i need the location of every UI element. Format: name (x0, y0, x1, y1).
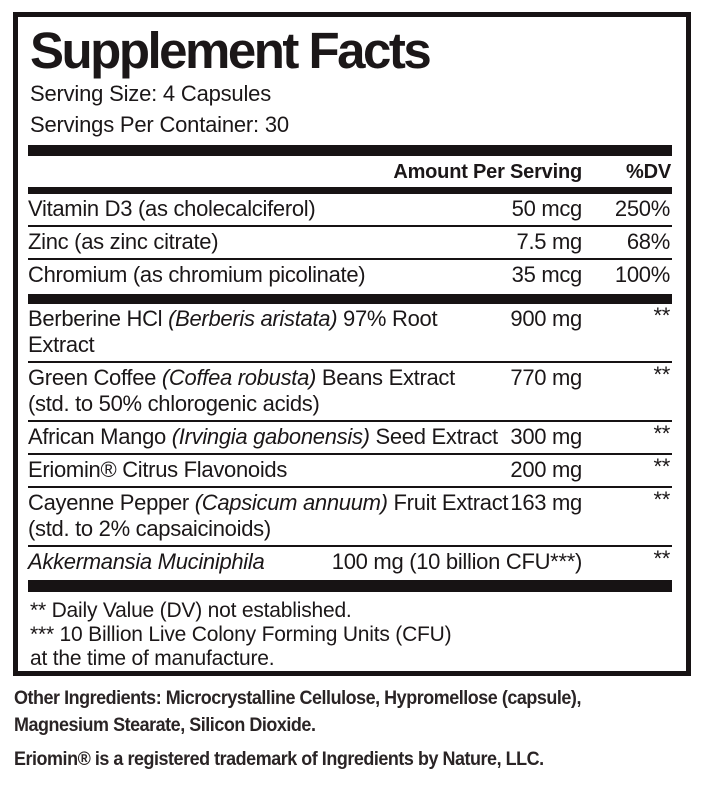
footnote-cfu-definition: *** 10 Billion Live Colony Forming Units (CFU) (30, 623, 452, 646)
supplement-facts-panel (13, 12, 691, 676)
amount-value: 35 mcg (511, 262, 582, 287)
footnotes (30, 599, 672, 671)
table-row-akkermansia (28, 545, 672, 578)
daily-value: ** (653, 487, 670, 512)
amount-value: 200 mg (510, 457, 582, 482)
panel-title: Supplement Facts (30, 22, 430, 79)
table-row-zinc (28, 225, 672, 258)
table-row-vitamin-d3 (28, 194, 672, 225)
daily-value: 68% (626, 229, 670, 254)
ingredient-name-text: Zinc (as zinc citrate) (28, 229, 219, 254)
ingredient-name-text: Berberine HCl (28, 306, 169, 331)
ingredient-name (28, 490, 552, 542)
ingredient-latin-name: (Capsicum annuum) (194, 490, 388, 515)
ingredient-name-suffix: Seed Extract (369, 424, 498, 449)
amount-value: 7.5 mg (516, 229, 582, 254)
divider-bar-bottom (28, 580, 672, 592)
daily-value: ** (653, 303, 670, 328)
ingredient-latin-name: Akkermansia Muciniphila (28, 549, 265, 574)
ingredient-name-text: African Mango (28, 424, 172, 449)
ingredient-name (28, 262, 490, 288)
ingredient-name (28, 229, 490, 255)
ingredient-name-text: Eriomin® Citrus Flavonoids (28, 457, 288, 482)
ingredient-name-text: Chromium (as chromium picolinate) (28, 262, 366, 287)
amount-value: 100 mg (10 billion CFU***) (331, 549, 582, 574)
amount-value: 163 mg (510, 490, 582, 515)
ingredient-name-suffix: Fruit Extract (std. to 2% capsaicinoids) (28, 490, 509, 541)
amount-value: 770 mg (510, 365, 582, 390)
amount-value: 50 mcg (511, 196, 582, 221)
ingredient-name-suffix: Beans Extract (std. to 50% chlorogenic acids) (28, 365, 455, 416)
divider-bar-top (28, 145, 672, 156)
amount-value: 300 mg (510, 424, 582, 449)
daily-value: ** (653, 546, 670, 571)
daily-value: 250% (614, 196, 670, 221)
other-ingredients-label: Other Ingredients: (14, 687, 162, 709)
botanical-rows-group (28, 304, 672, 578)
daily-value: 100% (614, 262, 670, 287)
footnote-time-of-manufacture: at the time of manufacture. (30, 647, 275, 670)
other-ingredients-text: Microcrystalline Cellulose, Hypromellose (capsule), (161, 687, 581, 709)
table-row-green-coffee (28, 361, 672, 420)
ingredient-name (28, 457, 490, 483)
daily-value: ** (653, 421, 670, 446)
ingredient-name-text: Vitamin D3 (as cholecalciferol) (28, 196, 316, 221)
micronutrient-rows-group (28, 194, 672, 291)
dv-column-header: %DV (626, 161, 671, 183)
ingredient-name-text: Cayenne Pepper (28, 490, 195, 515)
ingredient-latin-name: (Berberis aristata) (168, 306, 338, 331)
table-row-berberine (28, 304, 672, 361)
table-row-african-mango (28, 420, 672, 453)
ingredient-latin-name: (Coffea robusta) (161, 365, 317, 390)
other-ingredients-line-2: Magnesium Stearate, Silicon Dioxide. (14, 714, 316, 736)
divider-bar-header (28, 187, 672, 194)
servings-per-container: Servings Per Container: 30 (30, 112, 289, 137)
table-row-eriomin (28, 453, 672, 486)
daily-value: ** (653, 454, 670, 479)
daily-value: ** (653, 362, 670, 387)
other-ingredients-line-1 (14, 685, 647, 712)
footnote-dv-not-established: ** Daily Value (DV) not established. (30, 599, 352, 622)
divider-bar-middle (28, 294, 672, 304)
ingredient-name (28, 306, 490, 358)
ingredient-latin-name: (Irvingia gabonensis) (171, 424, 370, 449)
column-header-row (28, 156, 672, 187)
ingredient-name-text: Green Coffee (28, 365, 162, 390)
ingredient-name-suffix: 97% Root Extract (28, 306, 438, 357)
ingredient-name (28, 424, 552, 450)
table-row-chromium (28, 258, 672, 291)
amount-value: 900 mg (510, 306, 582, 331)
ingredient-name (28, 365, 490, 417)
serving-size: Serving Size: 4 Capsules (30, 81, 271, 106)
amount-column-header: Amount Per Serving (393, 161, 582, 183)
below-panel-text (14, 685, 702, 773)
ingredient-name (28, 196, 490, 222)
trademark-note: Eriomin® is a registered trademark of Ingredients by Nature, LLC. (14, 748, 544, 770)
table-row-cayenne-pepper (28, 486, 672, 545)
